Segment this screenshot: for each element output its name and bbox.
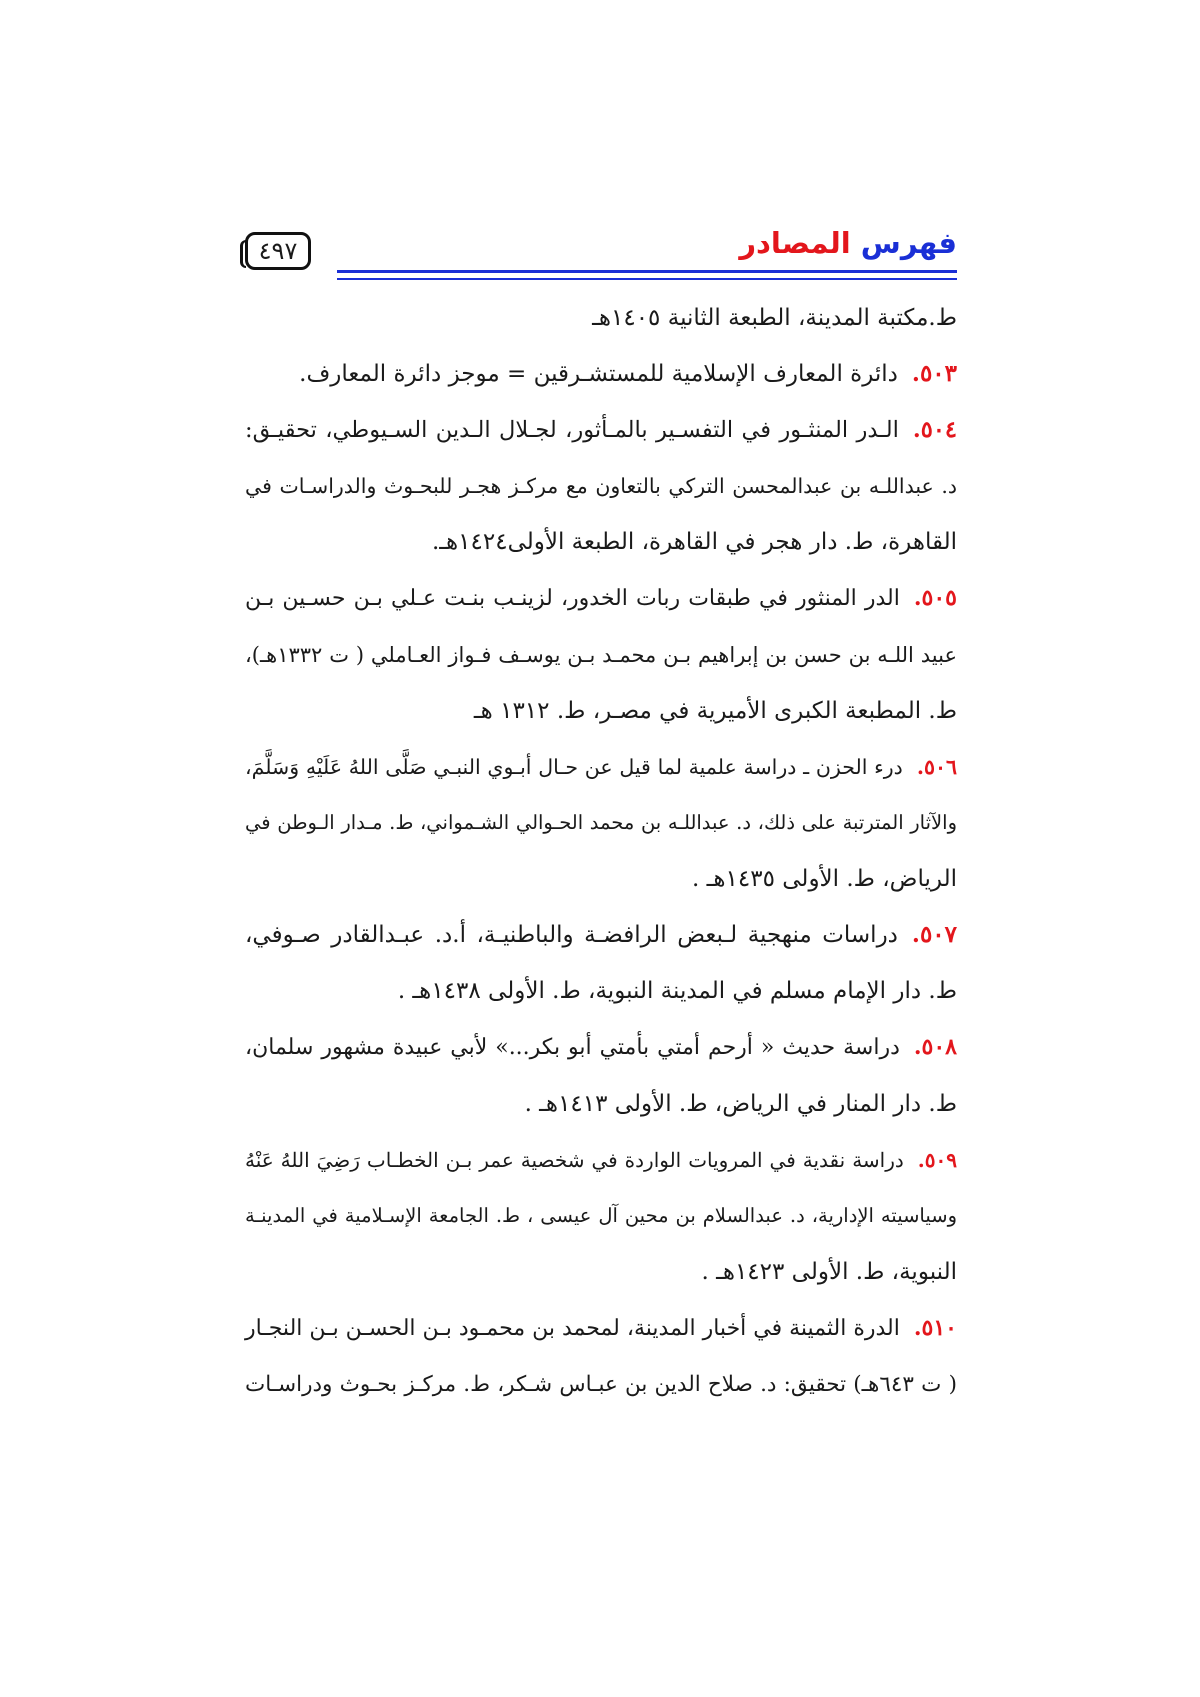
text-line [245,346,957,402]
entry-text: ط. دار المنار في الرياض، ط. الأولى ١٤١٣هـ . [524,1091,957,1117]
entry-text: ( ت ٦٤٣هـ) تحقيق: د. صلاح الدين بن عبـاس شـكر، ط. مركـز بحـوث ودراسـات [245,1372,957,1397]
entry-text: الرياض، ط. الأولى ١٤٣٥هـ . [692,866,957,892]
entry-text: د. عبداللـه بن عبدالمحسن التركي بالتعاون مع مركـز هجـر للبحـوث والدراسـات في [245,474,957,498]
text-line [245,627,957,683]
entry-text: عبيد اللـه بن حسن بن إبراهيم بـن محمـد بـن يوسـف فـواز العـاملي ( ت ١٣٣٢هـ)، [245,643,957,667]
entry-text: الـدر المنثـور في التفسـير بالمـأثور، لجـلال الـدين السـيوطي، تحقيـق: [245,417,899,443]
entry-text: الدر المنثور في طبقات ربات الخدور، لزينـب بنـت عـلي بـن حسـين بـن [245,586,900,611]
text-line [245,290,957,346]
header-rule-thin [337,278,957,280]
entry-text: والآثار المترتبة على ذلك، د. عبداللـه بن محمد الحـوالي الشـمواني، ط. مـدار الـوطن في [245,811,957,834]
section-title-part1: فهرس [860,226,957,260]
text-line [245,1188,957,1244]
entry-text: وسياسيته الإدارية، د. عبدالسلام بن محين آل عيسى ، ط. الجامعة الإسـلامية في المدينـة [245,1204,957,1227]
section-title-part2: المصادر [739,226,851,260]
text-line [245,1300,957,1357]
entry-text: دراسات منهجية لـبعض الرافضـة والباطنيـة، أ.د. عبـدالقادر صـوفي، [245,922,898,948]
entry-text: الدرة الثمينة في أخبار المدينة، لمحمد بن محمـود بـن الحسـن بـن النجـار [244,1316,900,1341]
header-rule [337,270,957,273]
text-line [245,907,957,963]
text-line [245,514,957,570]
entry-number: ٥٠٧. [911,921,957,948]
text-line [245,739,957,795]
section-title [739,226,957,260]
text-line [245,1244,957,1300]
entry-text: ط. المطبعة الكبرى الأميرية في مصـر، ط. ١٣١٢ هـ [473,698,957,724]
text-line [245,1076,957,1132]
entry-text: دراسة نقدية في المرويات الواردة في شخصية عمر بـن الخطـاب رَضِيَ اللهُ عَنْهُ [245,1148,904,1172]
text-line [245,1019,957,1076]
page-number: ٤٩٧ [245,232,311,270]
text-line [245,963,957,1019]
entry-number: ٥٠٥. [913,585,957,611]
entry-number: ٥١٠. [913,1315,957,1341]
entry-number: ٥٠٣. [911,360,957,387]
text-line [245,458,957,514]
entry-text: القاهرة، ط. دار هجر في القاهرة، الطبعة الأولى١٤٢٤هـ. [431,529,957,555]
entry-text: درء الحزن ـ دراسة علمية لما قيل عن حـال أبـوي النبـي صَلَّى اللهُ عَلَيْهِ وَسَلَّمَ، [245,755,903,779]
entry-number: ٥٠٦. [916,755,957,779]
text-line [245,683,957,739]
entry-number: ٥٠٨. [913,1034,957,1060]
entry-number: ٥٠٩. [917,1148,957,1172]
bibliography-list [245,290,957,1413]
text-line [245,1357,957,1413]
page-header [245,224,957,286]
entry-text: النبوية، ط. الأولى ١٤٢٣هـ . [701,1259,957,1285]
entry-text: دراسة حديث « أرحم أمتي بأمتي أبو بكر...» لأبي عبيدة مشهور سلمان، [245,1035,900,1060]
text-line [245,402,957,458]
entry-text: ط. دار الإمام مسلم في المدينة النبوية، ط. الأولى ١٤٣٨هـ . [397,978,957,1004]
text-line [245,1132,957,1188]
entry-number: ٥٠٤. [912,417,957,443]
text-line [245,570,957,627]
entry-text: ط.مكتبة المدينة، الطبعة الثانية ١٤٠٥هـ [592,305,957,331]
text-line [245,795,957,851]
entry-text: دائرة المعارف الإسلامية للمستشـرقين = موجز دائرة المعارف. [299,361,898,387]
text-line [245,851,957,907]
